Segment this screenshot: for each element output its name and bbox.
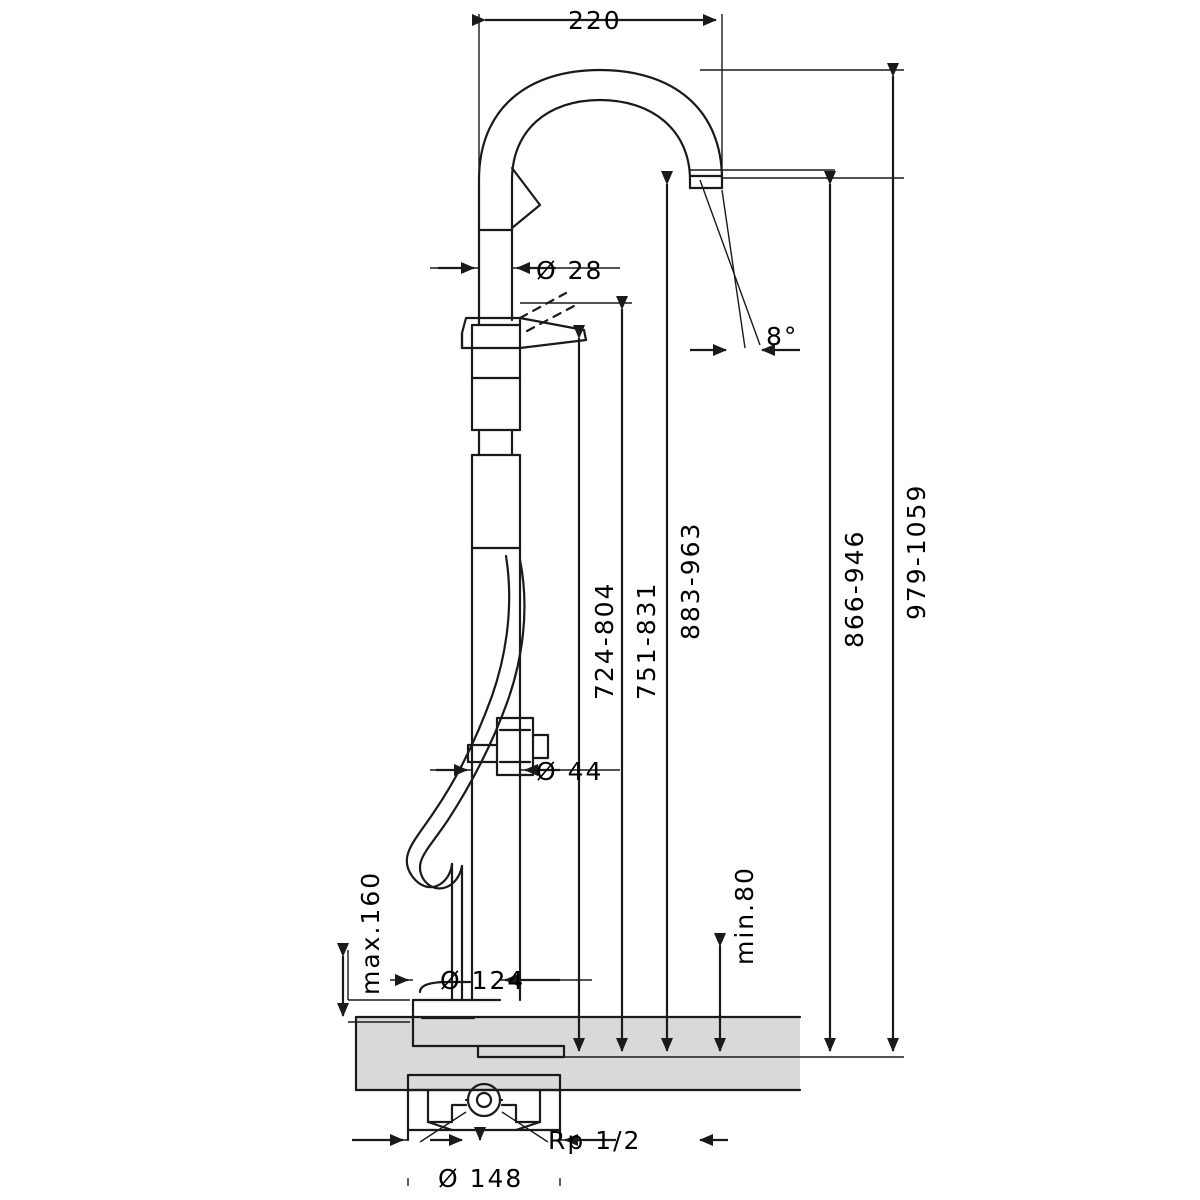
dim-label-diameter-44: Ø 44 bbox=[536, 757, 604, 786]
dim-label-angle-8: 8° bbox=[766, 322, 799, 351]
dim-label-724-804: 724-804 bbox=[590, 581, 619, 700]
dim-label-diameter-124: Ø 124 bbox=[440, 966, 526, 995]
dim-label-220: 220 bbox=[568, 6, 622, 35]
dim-label-866-946: 866-946 bbox=[840, 529, 869, 648]
dim-label-979-1059: 979-1059 bbox=[902, 483, 931, 620]
dim-label-883-963: 883-963 bbox=[676, 521, 705, 640]
dim-label-min-80: min.80 bbox=[730, 866, 759, 965]
dim-label-751-831: 751-831 bbox=[632, 581, 661, 700]
dim-label-diameter-28: Ø 28 bbox=[536, 256, 604, 285]
dim-label-max-160: max.160 bbox=[356, 870, 385, 995]
dim-label-diameter-148: Ø 148 bbox=[438, 1164, 524, 1193]
dim-label-rp-half: Rp 1/2 bbox=[548, 1126, 642, 1155]
